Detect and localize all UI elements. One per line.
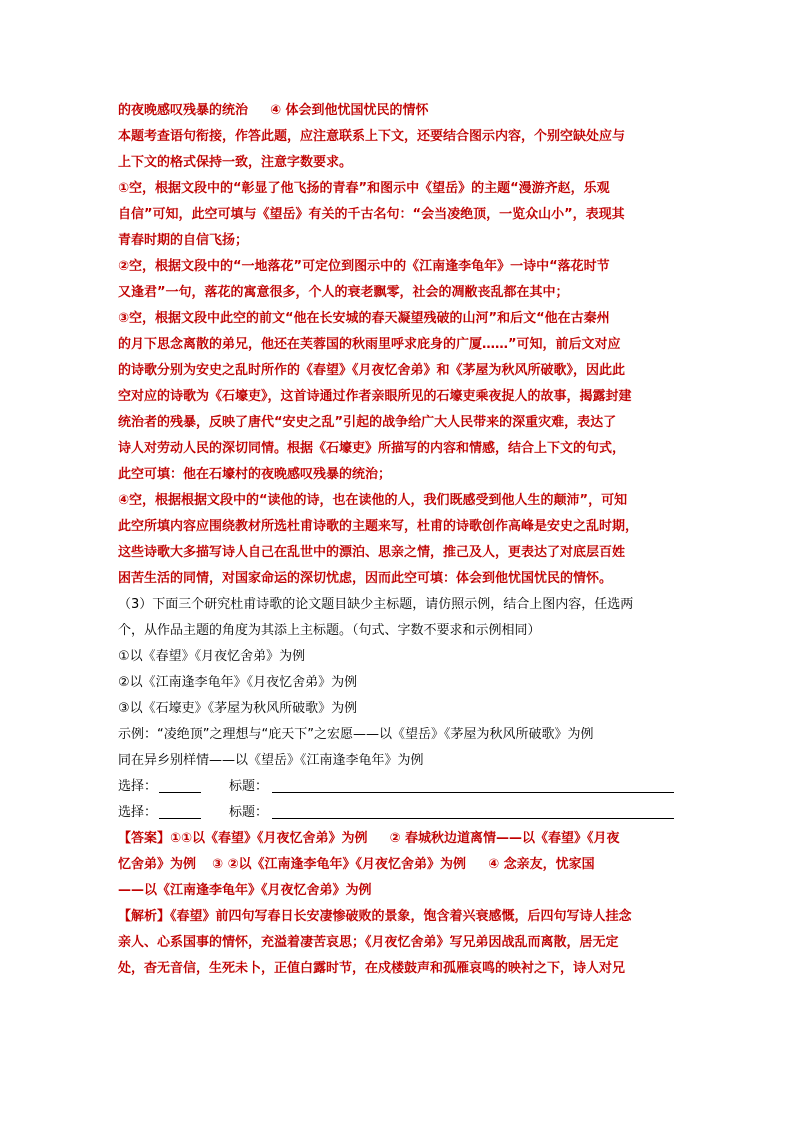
analysis-line: ①空，根据文段中的“彰显了他飞扬的青春”和图示中《望岳》的主题“漫游齐赵，乐观 xyxy=(118,181,610,196)
option-line: ②以《江南逢李龟年》《月夜忆舍弟》为例 xyxy=(118,675,358,690)
select-blank[interactable] xyxy=(159,803,201,819)
analysis-line: 这些诗歌大多描写诗人自己在乱世中的漂泊、思亲之情，推己及人，更表达了对底层百姓 xyxy=(118,545,626,560)
question-line: （3）下面三个研究杜甫诗歌的论文题目缺少主标题，请仿照示例，结合上图内容，任选两 xyxy=(118,597,634,612)
example-line: 同在异乡别样情——以《望岳》《江南逢李龟年》为例 xyxy=(118,753,424,768)
analysis-line: 此空可填：他在石壕村的夜晚感叹残暴的统治； xyxy=(118,467,392,482)
example-line: 示例：“凌绝顶”之理想与“庇天下”之宏愿——以《望岳》《茅屋为秋风所破歌》为例 xyxy=(118,727,594,742)
analysis-line: 亲人、心系国事的情怀，充溢着凄苦哀思；《月夜忆舍弟》写兄弟因战乱而离散，居无定 xyxy=(118,935,619,950)
analysis-line: 处，杳无音信，生死未卜，正值白露时节，在戍楼鼓声和孤雁哀鸣的映衬之下，诗人对兄 xyxy=(118,961,626,976)
answer-text-line: 的夜晚感叹残暴的统治 ④ 体会到他忧国忧民的情怀 xyxy=(118,103,429,118)
analysis-line: 本题考查语句衔接，作答此题，应注意联系上下文，还要结合图示内容，个别空缺处应与 xyxy=(118,129,626,144)
select-blank[interactable] xyxy=(159,777,201,793)
question-line: 个，从作品主题的角度为其添上主标题。（句式、字数不要求和示例相同） xyxy=(118,623,541,638)
analysis-line: 青春时期的自信飞扬； xyxy=(118,233,249,248)
title-label: 标题： xyxy=(229,805,269,820)
analysis-line: ②空，根据文段中的“一地落花”可定位到图示中的《江南逢李龟年》一诗中“落花时节 xyxy=(118,259,610,274)
select-label: 选择： xyxy=(118,779,158,794)
analysis-line: 困苦生活的同情，对国家命运的深切忧虑，因而此空可填：体会到他忧国忧民的情怀。 xyxy=(118,571,613,586)
analysis-line: 上下文的格式保持一致，注意字数要求。 xyxy=(118,155,353,170)
option-line: ③以《石壕吏》《茅屋为秋风所破歌》为例 xyxy=(118,701,358,716)
analysis-line: 自信”可知，此空可填与《望岳》有关的千古名句：“会当凌绝顶，一览众山小”，表现其 xyxy=(118,207,625,222)
option-line: ①以《春望》《月夜忆舍弟》为例 xyxy=(118,649,306,664)
analysis-line: 又逢君”一句，落花的寓意很多，个人的衰老飘零，社会的凋敝丧乱都在其中； xyxy=(118,285,569,300)
analysis-line: 统治者的残暴，反映了唐代“安史之乱”引起的战争给广大人民带来的深重灾难，表达了 xyxy=(118,415,617,430)
analysis-line: 的月下思念离散的弟兄，他还在芙蓉国的秋雨里呼求庇身的广厦……”可知，前后文对应 xyxy=(118,337,621,352)
select-label: 选择： xyxy=(118,805,158,820)
analysis-line: 的诗歌分别为安史之乱时所作的《春望》《月夜忆舍弟》和《茅屋为秋风所破歌》，因此此 xyxy=(118,363,626,378)
analysis-line: 此空所填内容应围绕教材所选杜甫诗歌的主题来写，杜甫的诗歌创作高峰是安史之乱时期， xyxy=(118,519,639,534)
answer-blank-row xyxy=(118,774,678,800)
analysis-line: 【解析】《春望》前四句写春日长安凄惨破败的景象，饱含着兴衰感慨，后四句写诗人挂念 xyxy=(118,909,632,924)
answer-line: 【答案】①①以《春望》《月夜忆舍弟》为例 ② 春城秋边道离情——以《春望》《月夜 xyxy=(118,831,620,846)
title-label: 标题： xyxy=(229,779,269,794)
title-blank[interactable] xyxy=(272,803,674,819)
answer-line: 忆舍弟》为例 ③ ②以《江南逢李龟年》《月夜忆舍弟》为例 ④ 念亲友，忧家国 xyxy=(118,857,595,872)
answer-blank-row xyxy=(118,800,678,826)
analysis-line: 空对应的诗歌为《石壕吏》，这首诗通过作者亲眼所见的石壕吏乘夜捉人的故事，揭露封建 xyxy=(118,389,632,404)
analysis-line: ④空，根据根据文段中的“读他的诗，也在读他的人，我们既感受到他人生的颠沛”，可知 xyxy=(118,493,628,508)
analysis-line: 诗人对劳动人民的深切同情。根据《石壕吏》所描写的内容和情感，结合上下文的句式， xyxy=(118,441,626,456)
title-blank[interactable] xyxy=(272,777,674,793)
analysis-line: ③空，根据文段中此空的前文“他在长安城的春天凝望残破的山河”和后文“他在古秦州 xyxy=(118,311,610,326)
document-page xyxy=(118,98,678,982)
answer-line: ——以《江南逢李龟年》《月夜忆舍弟》为例 xyxy=(118,883,372,898)
